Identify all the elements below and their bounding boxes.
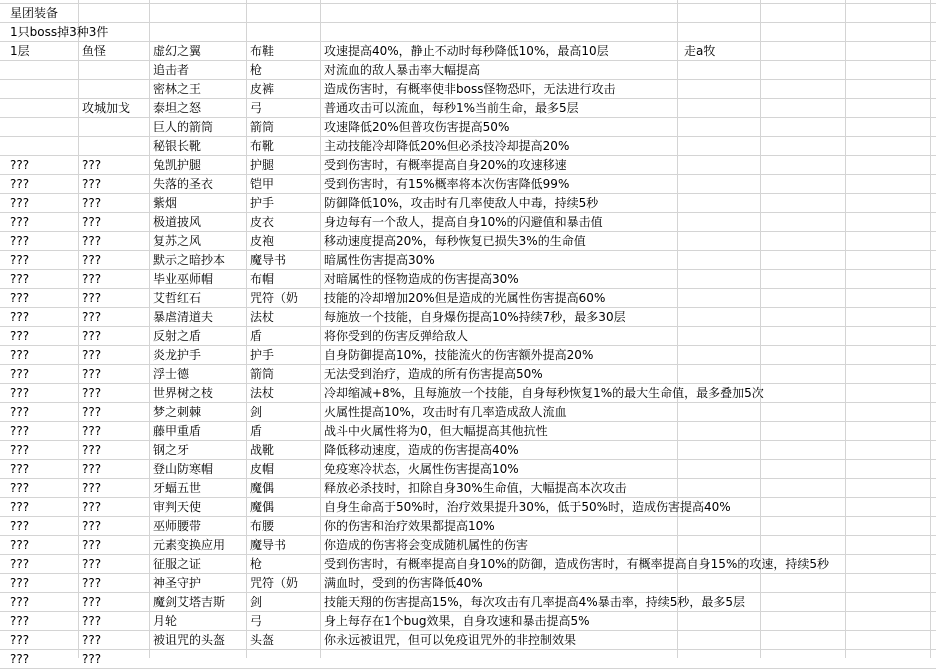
table-row (0, 403, 936, 422)
boss-cell[interactable] (78, 118, 149, 137)
note-cell[interactable] (680, 403, 780, 422)
slot-cell[interactable]: 魔导书 (250, 538, 287, 552)
item-name-cell[interactable]: 追击者 (153, 63, 190, 77)
slot-cell[interactable]: 头盔 (250, 633, 275, 647)
slot-cell[interactable]: 弓 (250, 614, 263, 628)
effect-cell[interactable]: 身边每有一个敌人，提高自身10%的闪避值和暴击值 (324, 215, 603, 229)
table-row (0, 289, 936, 308)
table-row (0, 194, 936, 213)
table-row (0, 23, 936, 42)
note-cell[interactable] (680, 194, 780, 213)
table-row (0, 593, 936, 612)
slot-cell[interactable]: 箭筒 (250, 120, 275, 134)
boss-cell[interactable]: ??? (82, 348, 102, 362)
effect-cell[interactable]: 防御降低10%，攻击时有几率使敌人中毒，持续5秒 (324, 196, 599, 210)
boss-cell[interactable]: ??? (82, 158, 102, 172)
note-cell[interactable] (680, 156, 780, 175)
effect-cell[interactable]: 自身防御提高10%，技能流火的伤害额外提高20% (324, 348, 594, 362)
note-cell[interactable] (680, 346, 780, 365)
note-cell[interactable] (680, 593, 780, 612)
floor-cell[interactable]: ??? (10, 177, 30, 191)
item-name-cell[interactable]: 征服之证 (153, 557, 202, 571)
table-row (0, 422, 936, 441)
sheet-title[interactable]: 星团装备 (10, 6, 59, 20)
note-cell[interactable] (680, 460, 780, 479)
table-row (0, 308, 936, 327)
item-name-cell[interactable]: 紫烟 (153, 196, 178, 210)
slot-cell[interactable]: 皮衣 (250, 215, 275, 229)
table-row (0, 270, 936, 289)
item-name-cell[interactable]: 复苏之风 (153, 234, 202, 248)
table-row (0, 460, 936, 479)
note-cell[interactable] (680, 612, 780, 631)
slot-cell[interactable]: 护手 (250, 348, 275, 362)
table-row (0, 650, 936, 669)
floor-cell[interactable] (6, 61, 78, 80)
note-cell[interactable]: 走a牧 (684, 44, 716, 58)
item-name-cell[interactable]: 巨人的箭筒 (153, 120, 214, 134)
floor-cell[interactable]: ??? (10, 367, 30, 381)
floor-cell[interactable]: ??? (10, 253, 30, 267)
slot-cell[interactable]: 盾 (250, 329, 263, 343)
note-cell[interactable] (680, 574, 780, 593)
slot-cell[interactable]: 箭筒 (250, 367, 275, 381)
slot-cell[interactable]: 盾 (250, 424, 263, 438)
table-row (0, 479, 936, 498)
note-cell[interactable] (680, 232, 780, 251)
note-cell[interactable] (680, 422, 780, 441)
note-cell[interactable] (680, 650, 780, 669)
floor-cell[interactable]: ??? (10, 500, 30, 514)
boss-cell[interactable]: ??? (82, 386, 102, 400)
item-name-cell[interactable]: 艾哲红石 (153, 291, 202, 305)
item-name-cell[interactable]: 浮士德 (153, 367, 190, 381)
effect-cell[interactable]: 免疫寒冷状态，火属性伤害提高10% (324, 462, 519, 476)
floor-cell[interactable]: ??? (10, 443, 30, 457)
effect-cell[interactable]: 受到伤害时，有15%概率将本次伤害降低99% (324, 177, 570, 191)
effect-cell[interactable]: 普通攻击可以流血，每秒1%当前生命，最多5层 (324, 101, 579, 115)
table-row (0, 536, 936, 555)
effect-cell[interactable]: 你造成的伤害将会变成随机属性的伤害 (324, 538, 529, 552)
item-name-cell[interactable]: 魔剑艾塔吉斯 (153, 595, 226, 609)
floor-cell[interactable]: ??? (10, 386, 30, 400)
boss-cell[interactable]: ??? (82, 196, 102, 210)
effect-cell[interactable]: 受到伤害时，有概率提高自身10%的防御，造成伤害时，有概率提高自身15%的攻速，持续5秒 (324, 557, 829, 571)
note-cell[interactable] (680, 137, 780, 156)
note-cell[interactable] (680, 175, 780, 194)
item-name-cell[interactable]: 失落的圣衣 (153, 177, 214, 191)
effect-cell[interactable]: 冷却缩减+8%，且每施放一个技能，自身每秒恢复1%的最大生命值，最多叠加5次 (324, 386, 764, 400)
table-row (0, 251, 936, 270)
note-cell[interactable] (680, 327, 780, 346)
table-row (0, 137, 936, 156)
note-cell[interactable] (680, 384, 780, 403)
item-name-cell[interactable]: 炎龙护手 (153, 348, 202, 362)
floor-cell[interactable] (6, 137, 78, 156)
boss-cell[interactable]: ??? (82, 443, 102, 457)
slot-cell[interactable]: 剑 (250, 595, 263, 609)
boss-cell[interactable]: ??? (82, 367, 102, 381)
boss-cell[interactable]: ??? (82, 538, 102, 552)
floor-cell[interactable]: ??? (10, 519, 30, 533)
boss-cell[interactable]: ??? (82, 652, 102, 666)
drop-rule[interactable]: 1只boss掉3种3件 (10, 25, 109, 39)
floor-cell[interactable]: ??? (10, 405, 30, 419)
slot-cell[interactable]: 战靴 (250, 443, 275, 457)
floor-cell[interactable]: ??? (10, 329, 30, 343)
floor-cell[interactable]: ??? (10, 215, 30, 229)
table-row (0, 213, 936, 232)
table-row (0, 80, 936, 99)
note-cell[interactable] (680, 365, 780, 384)
boss-cell[interactable]: 鱼怪 (82, 44, 107, 58)
effect-cell[interactable]: 技能的冷却增加20%但是造成的光属性伤害提高60% (324, 291, 606, 305)
floor-cell[interactable]: ??? (10, 424, 30, 438)
slot-cell[interactable]: 布腰 (250, 519, 275, 533)
note-cell[interactable] (680, 61, 780, 80)
boss-cell[interactable]: ??? (82, 595, 102, 609)
effect-cell[interactable]: 战斗中火属性将为0，但大幅提高其他抗性 (324, 424, 548, 438)
floor-cell[interactable]: ??? (10, 462, 30, 476)
floor-cell[interactable]: ??? (10, 272, 30, 286)
table-row (0, 346, 936, 365)
floor-cell[interactable]: ??? (10, 348, 30, 362)
item-name-cell[interactable]: 泰坦之怒 (153, 101, 202, 115)
boss-cell[interactable]: ??? (82, 234, 102, 248)
effect-cell[interactable]: 每施放一个技能，自身爆伤提高10%持续7秒，最多30层 (324, 310, 626, 324)
table-row (0, 61, 936, 80)
floor-cell[interactable]: ??? (10, 291, 30, 305)
table-row (0, 631, 936, 650)
note-cell[interactable] (680, 517, 780, 536)
boss-cell[interactable]: ??? (82, 272, 102, 286)
item-name-cell[interactable]: 月轮 (153, 614, 178, 628)
floor-cell[interactable] (6, 118, 78, 137)
floor-cell[interactable] (6, 99, 78, 118)
boss-cell[interactable] (78, 80, 149, 99)
floor-cell[interactable]: ??? (10, 652, 30, 666)
item-name-cell[interactable]: 毕业巫师帽 (153, 272, 214, 286)
boss-cell[interactable]: ??? (82, 614, 102, 628)
note-cell[interactable] (680, 80, 780, 99)
note-cell[interactable] (680, 270, 780, 289)
item-name-cell[interactable]: 登山防寒帽 (153, 462, 214, 476)
floor-cell[interactable]: ??? (10, 196, 30, 210)
boss-cell[interactable]: ??? (82, 291, 102, 305)
boss-cell[interactable]: ??? (82, 557, 102, 571)
slot-cell[interactable]: 法杖 (250, 386, 275, 400)
effect-cell[interactable]: 攻速提高40%，静止不动时每秒降低10%，最高10层 (324, 44, 609, 58)
boss-cell[interactable]: ??? (82, 424, 102, 438)
floor-cell[interactable]: ??? (10, 234, 30, 248)
boss-cell[interactable]: ??? (82, 576, 102, 590)
table-row (0, 327, 936, 346)
effect-cell[interactable]: 无法受到治疗，造成的所有伤害提高50% (324, 367, 543, 381)
boss-cell[interactable]: ??? (82, 329, 102, 343)
floor-cell[interactable]: ??? (10, 633, 30, 647)
floor-cell[interactable]: 1层 (10, 44, 30, 58)
slot-cell[interactable]: 法杖 (250, 310, 275, 324)
boss-cell[interactable]: ??? (82, 481, 102, 495)
note-cell[interactable] (680, 213, 780, 232)
table-row (0, 574, 936, 593)
effect-cell[interactable]: 暗属性伤害提高30% (324, 253, 435, 267)
table-row (0, 384, 936, 403)
table-row (0, 365, 936, 384)
effect-cell[interactable]: 你的伤害和治疗效果都提高10% (324, 519, 495, 533)
table-row (0, 175, 936, 194)
effect-cell[interactable]: 你永远被诅咒，但可以免疫诅咒外的非控制效果 (324, 633, 577, 647)
slot-cell[interactable]: 护手 (250, 196, 275, 210)
item-name-cell[interactable]: 兔凯护腿 (153, 158, 202, 172)
item-name-cell[interactable]: 世界树之枝 (153, 386, 214, 400)
item-name-cell[interactable]: 元素变换应用 (153, 538, 226, 552)
effect-cell[interactable] (320, 650, 920, 669)
note-cell[interactable] (680, 118, 780, 137)
slot-cell[interactable]: 皮帽 (250, 462, 275, 476)
item-name-cell[interactable]: 反射之盾 (153, 329, 202, 343)
effect-cell[interactable]: 技能天翔的伤害提高15%，每次攻击有几率提高4%暴击率，持续5秒，最多5层 (324, 595, 745, 609)
slot-cell[interactable]: 布帽 (250, 272, 275, 286)
item-name-cell[interactable]: 密林之王 (153, 82, 202, 96)
floor-cell[interactable]: ??? (10, 595, 30, 609)
effect-cell[interactable]: 造成伤害时，有概率使非boss怪物恐吓，无法进行攻击 (324, 82, 616, 96)
boss-cell[interactable]: ??? (82, 177, 102, 191)
effect-cell[interactable]: 移动速度提高20%，每秒恢复已损失3%的生命值 (324, 234, 586, 248)
slot-cell[interactable]: 枪 (250, 63, 263, 77)
boss-cell[interactable]: ??? (82, 519, 102, 533)
note-cell[interactable] (680, 441, 780, 460)
item-name-cell[interactable]: 暴虐清道夫 (153, 310, 214, 324)
slot-cell[interactable] (246, 650, 320, 669)
effect-cell[interactable]: 受到伤害时，有概率提高自身20%的攻速移速 (324, 158, 567, 172)
table-row (0, 555, 936, 574)
note-cell[interactable] (680, 308, 780, 327)
effect-cell[interactable]: 自身生命高于50%时，治疗效果提升30%，低于50%时，造成伤害提高40% (324, 500, 731, 514)
note-cell[interactable] (680, 251, 780, 270)
item-name-cell[interactable]: 牙蝠五世 (153, 481, 202, 495)
boss-cell[interactable]: ??? (82, 310, 102, 324)
item-name-cell[interactable]: 秘银长靴 (153, 139, 202, 153)
note-cell[interactable] (680, 555, 780, 574)
item-name-cell[interactable]: 梦之刺棘 (153, 405, 202, 419)
table-row (0, 232, 936, 251)
table-row (0, 441, 936, 460)
slot-cell[interactable]: 皮裤 (250, 82, 275, 96)
item-name-cell[interactable]: 审判天使 (153, 500, 202, 514)
item-name-cell[interactable]: 被诅咒的头盔 (153, 633, 226, 647)
boss-cell[interactable]: ??? (82, 500, 102, 514)
effect-cell[interactable]: 主动技能冷却降低20%但必杀技冷却提高20% (324, 139, 570, 153)
slot-cell[interactable]: 护腿 (250, 158, 275, 172)
slot-cell[interactable]: 枪 (250, 557, 263, 571)
floor-cell[interactable]: ??? (10, 310, 30, 324)
effect-cell[interactable]: 火属性提高10%，攻击时有几率造成敌人流血 (324, 405, 567, 419)
effect-cell[interactable]: 对流血的敌人暴击率大幅提高 (324, 63, 481, 77)
boss-cell[interactable]: ??? (82, 462, 102, 476)
slot-cell[interactable]: 魔偶 (250, 500, 275, 514)
slot-cell[interactable]: 弓 (250, 101, 263, 115)
floor-cell[interactable]: ??? (10, 158, 30, 172)
table-row (0, 517, 936, 536)
slot-cell[interactable]: 咒符（奶 (250, 291, 299, 305)
note-cell[interactable] (680, 631, 780, 650)
table-row (0, 4, 936, 23)
table-row (0, 156, 936, 175)
table-row (0, 498, 936, 517)
boss-cell[interactable]: ??? (82, 215, 102, 229)
effect-cell[interactable]: 攻速降低20%但普攻伤害提高50% (324, 120, 510, 134)
slot-cell[interactable]: 剑 (250, 405, 263, 419)
effect-cell[interactable]: 释放必杀技时，扣除自身30%生命值，大幅提高本次攻击 (324, 481, 627, 495)
effect-cell[interactable]: 降低移动速度，造成的伤害提高40% (324, 443, 519, 457)
slot-cell[interactable]: 布鞋 (250, 44, 275, 58)
effect-cell[interactable]: 满血时，受到的伤害降低40% (324, 576, 483, 590)
note-cell[interactable] (680, 99, 780, 118)
slot-cell[interactable]: 咒符（奶 (250, 576, 299, 590)
item-name-cell[interactable]: 藤甲重盾 (153, 424, 202, 438)
note-cell[interactable] (680, 479, 780, 498)
note-cell[interactable] (680, 289, 780, 308)
boss-cell[interactable] (78, 61, 149, 80)
boss-cell[interactable]: ??? (82, 633, 102, 647)
item-name-cell[interactable]: 极道披风 (153, 215, 202, 229)
boss-cell[interactable]: ??? (82, 405, 102, 419)
note-cell[interactable] (680, 498, 780, 517)
floor-cell[interactable]: ??? (10, 614, 30, 628)
boss-cell[interactable]: 攻城加戈 (82, 101, 131, 115)
floor-cell[interactable]: ??? (10, 538, 30, 552)
boss-cell[interactable] (78, 137, 149, 156)
item-name-cell[interactable]: 钢之牙 (153, 443, 190, 457)
item-name-cell[interactable] (149, 650, 246, 669)
slot-cell[interactable]: 布靴 (250, 139, 275, 153)
item-name-cell[interactable]: 默示之暗抄本 (153, 253, 226, 267)
note-cell[interactable] (680, 536, 780, 555)
item-name-cell[interactable]: 巫师腰带 (153, 519, 202, 533)
slot-cell[interactable]: 魔导书 (250, 253, 287, 267)
effect-cell[interactable]: 将你受到的伤害反弹给敌人 (324, 329, 469, 343)
item-name-cell[interactable]: 虚幻之翼 (153, 44, 202, 58)
floor-cell[interactable]: ??? (10, 481, 30, 495)
floor-cell[interactable]: ??? (10, 557, 30, 571)
table-row (0, 99, 936, 118)
slot-cell[interactable]: 皮袍 (250, 234, 275, 248)
table-row (0, 42, 936, 61)
floor-cell[interactable]: ??? (10, 576, 30, 590)
boss-cell[interactable]: ??? (82, 253, 102, 267)
effect-cell[interactable]: 身上每存在1个bug效果，自身攻速和暴击提高5% (324, 614, 590, 628)
slot-cell[interactable]: 魔偶 (250, 481, 275, 495)
item-name-cell[interactable]: 神圣守护 (153, 576, 202, 590)
table-row (0, 612, 936, 631)
effect-cell[interactable]: 对暗属性的怪物造成的伤害提高30% (324, 272, 519, 286)
table-row (0, 118, 936, 137)
floor-cell[interactable] (6, 80, 78, 99)
slot-cell[interactable]: 铠甲 (250, 177, 275, 191)
